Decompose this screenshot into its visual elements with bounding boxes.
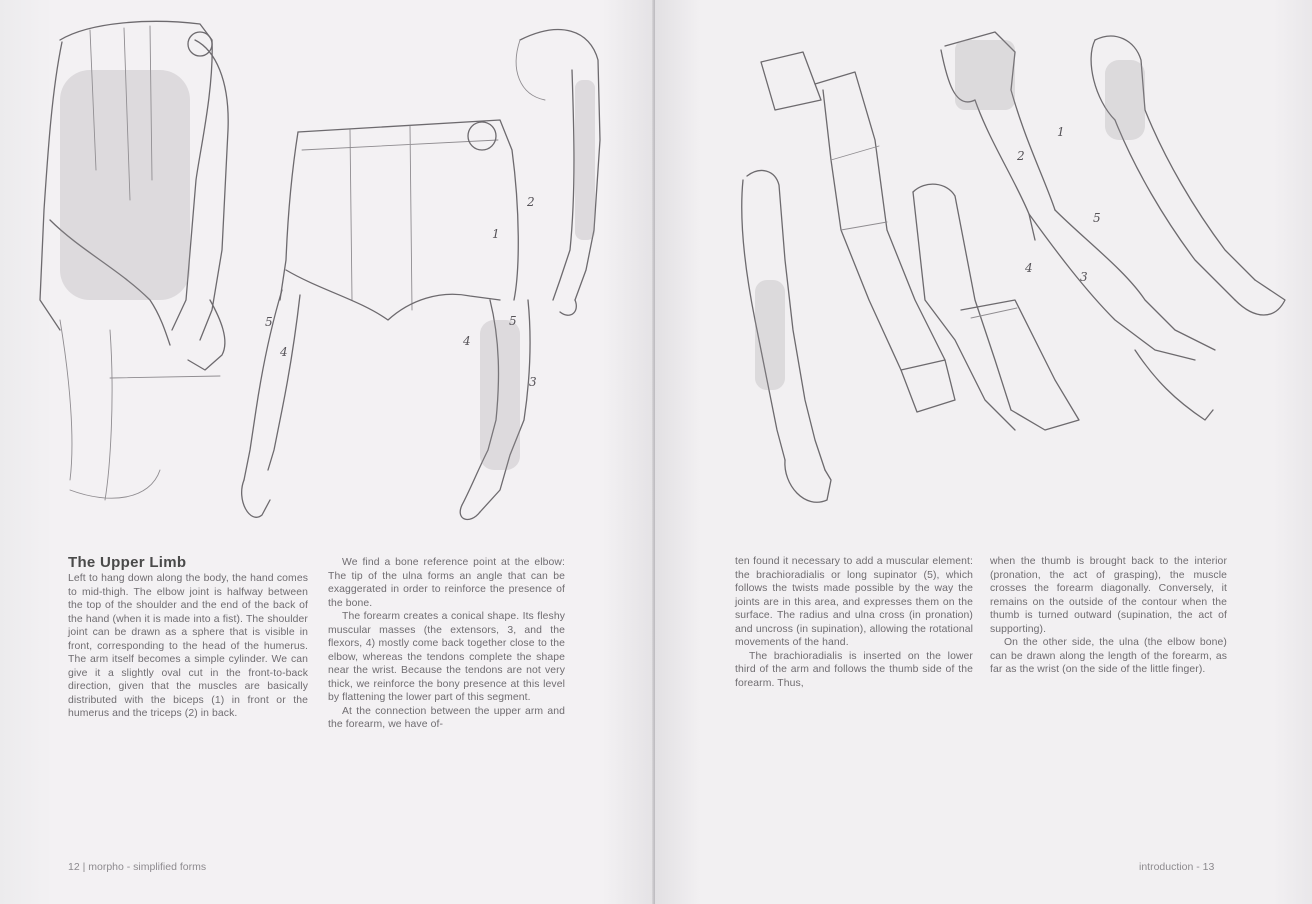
col3-paragraph-2: The brachioradialis is inserted on the lower third of the arm and follows the thumb side of the forearm. Thus, (735, 650, 973, 689)
section-heading: The Upper Limb (68, 554, 187, 571)
label-extensors-3: 3 (529, 375, 537, 389)
col3-paragraph-1: ten found it necessary to add a muscular element: the brachioradialis or long supinator (5), which follows the twists made possible by the way the joints are in this area, and expresses them on the surface. The radius and ulna cross (in pronation) and uncross (in supination), allowing the rotational movements of the hand. (735, 556, 973, 648)
right-folio: introduction - 13 (1139, 861, 1215, 873)
right-page (655, 0, 1312, 904)
label-biceps-1: 1 (492, 227, 500, 241)
col2-paragraph-3: At the connection between the upper arm and the forearm, we have of- (328, 705, 565, 730)
left-sketch-illustration (0, 0, 655, 540)
label-biceps-1: 1 (1057, 125, 1065, 139)
hanging-arm-sketch (742, 170, 831, 502)
col4-paragraph-1: when the thumb is brought back to the interior (pronation, the act of grasping), the muscle crosses the forearm diagonally. Conversely, it remains on the outside of the contour when the thumb is turned outward (supination, the act of supporting). (990, 556, 1227, 635)
arm-sketch-top-right (516, 30, 600, 316)
left-column-2 (328, 556, 565, 732)
right-column-1 (735, 555, 973, 690)
label-extensors-3: 3 (1080, 270, 1088, 284)
cylinder-arm-sketch (761, 52, 955, 412)
col2-paragraph-1: We find a bone reference point at the elbow: The tip of the ulna forms an angle that can be exaggerated in order to reinforce the presence of the bone. (328, 557, 565, 609)
label-triceps-2: 2 (1017, 149, 1025, 163)
cylinder-forearm-sketch (913, 184, 1079, 430)
muscular-arm-sketch (1091, 36, 1285, 315)
left-folio: 12 | morpho - simplified forms (68, 861, 207, 873)
col1-paragraph: Left to hang down along the body, the hand comes to mid-thigh. The elbow joint is halfway between the top of the shoulder and the end of the back of the hand (when it is made into a fist). The shoulder joint can be drawn as a sphere that is visible in front, corresponding to the head of the humerus. The arm itself becomes a simple cylinder. We can give it a slightly oval cut in the front-to-back direction, given that the muscles are basically distributed with the biceps (1) in front or the humerus and the triceps (2) in back. (68, 573, 308, 719)
col4-paragraph-2: On the other side, the ulna (the elbow bone) can be drawn along the length of the forearm, as far as the wrist (on the side of the little finger). (990, 637, 1227, 675)
label-flexors-4b: 4 (463, 334, 471, 348)
labeled-arm-sketch (941, 32, 1215, 420)
left-page (0, 0, 655, 904)
torso-block-sketch (242, 120, 537, 519)
label-flexors-4: 4 (1025, 261, 1033, 275)
right-column-2 (990, 555, 1227, 677)
label-brachioradialis-5a: 5 (265, 315, 273, 329)
col2-paragraph-2: The forearm creates a conical shape. Its fleshy muscular masses (the extensors, 3, and the flexors, 4) mostly come back together close to the elbow, whereas the tendons complete the shape near the wrist. Because the tendons are not very thick, we reinforce the bony presence at this level by flattening the lower part of this segment. (328, 611, 565, 703)
right-sketch-illustration (655, 0, 1312, 540)
label-brachioradialis-5: 5 (1093, 211, 1101, 225)
left-column-1 (68, 554, 308, 721)
label-flexors-4a: 4 (280, 345, 288, 359)
label-triceps-2: 2 (527, 195, 535, 209)
torso-arm-sketch (40, 21, 228, 500)
label-brachioradialis-5b: 5 (509, 314, 517, 328)
